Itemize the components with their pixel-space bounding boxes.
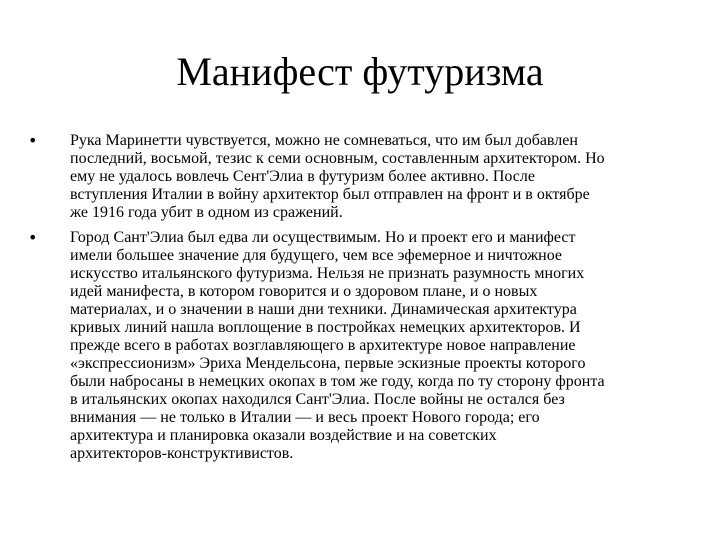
bullet-1-line-5: же 1916 года убит в одном из сражений.: [70, 204, 343, 221]
bullet-item-2: [28, 229, 688, 463]
bullet-2-line-4: идей манифеста, в котором говорится и о здоровом плане, и о новых: [70, 283, 538, 300]
bullet-1-line-4: вступления Италии в войну архитектор был отправлен на фронт и в октябре: [70, 186, 590, 203]
bullet-2-line-7: прежде всего в работах возглавляющего в архитектуре новое направление: [70, 337, 576, 354]
slide-title: Манифест футуризма: [176, 49, 544, 94]
bullet-dot-icon: •: [28, 131, 38, 150]
bullet-2-line-10: в итальянских окопах находился Сант'Элиа. После войны не остался без: [70, 391, 565, 408]
bullet-1-line-2: последний, восьмой, тезис к семи основным, составленным архитектором. Но: [70, 150, 605, 167]
bullet-2-line-13: архитекторов-конструктивистов.: [70, 445, 294, 462]
bullet-2-line-12: архитектура и планировка оказали воздействие и на советских: [70, 427, 497, 444]
bullet-dot-icon: •: [28, 228, 38, 247]
bullet-2-line-3: искусство итальянского футуризма. Нельзя не признать разумность многих: [70, 265, 585, 282]
bullet-item-1: [28, 132, 688, 222]
bullet-2-line-5: материалах, и о значении в наши дни техники. Динамическая архитектура: [70, 301, 577, 318]
bullet-2-line-6: кривых линий нашла воплощение в постройках немецких архитекторов. И: [70, 319, 581, 336]
bullet-2-line-11: внимания — не только в Италии — и весь проект Нового города; его: [70, 409, 540, 426]
bullet-2-line-1: Город Сант'Элиа был едва ли осуществимым. Но и проект его и манифест: [70, 229, 576, 246]
bullet-2-line-2: имели большее значение для будущего, чем все эфемерное и ничтожное: [70, 247, 563, 264]
bullet-list: [28, 132, 688, 470]
bullet-2-line-8: «экспрессионизм» Эриха Мендельсона, первые эскизные проекты которого: [70, 355, 586, 372]
bullet-1-line-1: Рука Маринетти чувствуется, можно не сомневаться, что им был добавлен: [70, 132, 578, 149]
bullet-2-line-9: были набросаны в немецких окопах в том же году, когда по ту сторону фронта: [70, 373, 605, 390]
bullet-1-line-3: ему не удалось вовлечь Сент'Элиа в футуризм более активно. После: [70, 168, 535, 185]
